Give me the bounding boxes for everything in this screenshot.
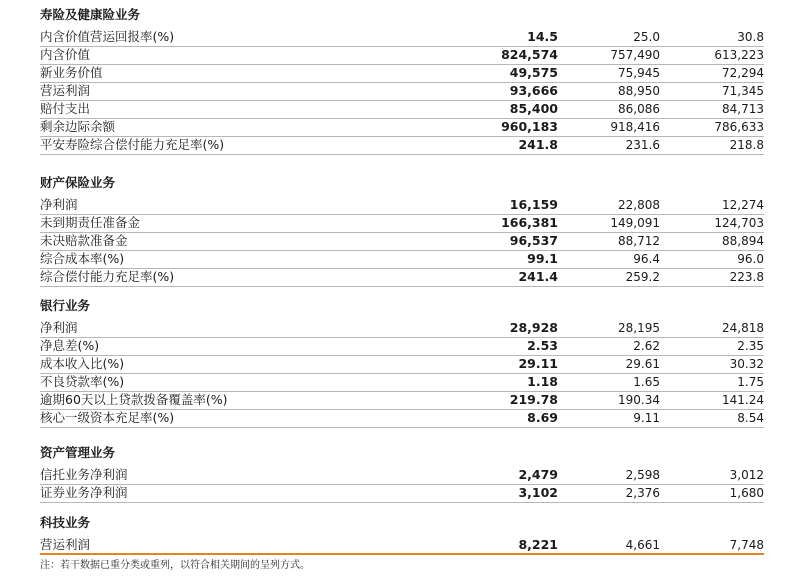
row-label: 净利润: [40, 320, 78, 335]
table-row: [40, 268, 764, 286]
value-current: 1.18: [527, 374, 558, 389]
value-current: 28,928: [509, 320, 558, 335]
row-label: 平安寿险综合偿付能力充足率(%): [40, 137, 225, 152]
value-current: 241.8: [518, 137, 558, 152]
value-prior: 22,808: [618, 198, 660, 212]
row-label: 营运利润: [40, 537, 91, 552]
value-prior-2: 3,012: [729, 468, 764, 482]
value-prior-2: 84,713: [722, 102, 764, 116]
row-label: 营运利润: [40, 83, 91, 98]
value-current: 14.5: [527, 29, 558, 44]
value-prior: 4,661: [625, 538, 660, 552]
value-prior: 231.6: [625, 138, 660, 152]
value-prior: 86,086: [618, 102, 660, 116]
section-title: 银行业务: [40, 298, 91, 313]
value-current: 166,381: [501, 215, 558, 230]
value-prior: 2,376: [625, 486, 660, 500]
table-row: [40, 409, 764, 427]
row-label: 成本收入比(%): [40, 356, 125, 371]
row-divider: [40, 286, 764, 287]
value-prior: 2,598: [625, 468, 660, 482]
value-prior-2: 24,818: [722, 321, 764, 335]
table-bottom-rule: [40, 553, 764, 555]
value-prior-2: 786,633: [714, 120, 764, 134]
value-prior: 757,490: [610, 48, 660, 62]
value-prior: 88,712: [618, 234, 660, 248]
value-prior-2: 2.35: [737, 339, 764, 353]
row-label: 核心一级资本充足率(%): [40, 410, 175, 425]
value-prior-2: 124,703: [714, 216, 764, 230]
row-label: 逾期60天以上贷款拨备覆盖率(%): [40, 392, 228, 407]
row-label: 信托业务净利润: [40, 467, 128, 482]
row-label: 净利润: [40, 197, 78, 212]
value-prior: 88,950: [618, 84, 660, 98]
value-current: 29.11: [518, 356, 558, 371]
table-row: [40, 232, 764, 250]
value-current: 49,575: [509, 65, 558, 80]
value-prior: 259.2: [625, 270, 660, 284]
value-current: 8,221: [518, 537, 558, 552]
table-row: [40, 337, 764, 355]
value-current: 99.1: [527, 251, 558, 266]
row-label: 剩余边际余额: [40, 119, 116, 134]
value-prior: 25.0: [633, 30, 660, 44]
row-label: 新业务价值: [40, 65, 103, 80]
section-title: 财产保险业务: [40, 175, 116, 190]
row-label: 证券业务净利润: [40, 485, 128, 500]
row-label: 净息差(%): [40, 338, 100, 353]
value-prior-2: 8.54: [737, 411, 764, 425]
value-prior: 75,945: [618, 66, 660, 80]
table-row: [40, 214, 764, 232]
row-divider: [40, 427, 764, 428]
row-label: 综合偿付能力充足率(%): [40, 269, 175, 284]
value-prior: 1.65: [633, 375, 660, 389]
row-divider: [40, 154, 764, 155]
value-prior: 149,091: [610, 216, 660, 230]
value-prior-2: 613,223: [714, 48, 764, 62]
table-row: [40, 536, 764, 554]
table-row: [40, 250, 764, 268]
table-row: [40, 466, 764, 484]
section-title: 资产管理业务: [40, 445, 116, 460]
value-prior-2: 71,345: [722, 84, 764, 98]
value-prior-2: 96.0: [737, 252, 764, 266]
value-prior: 28,195: [618, 321, 660, 335]
value-prior-2: 72,294: [722, 66, 764, 80]
row-label: 赔付支出: [40, 101, 91, 116]
row-label: 内含价值营运回报率(%): [40, 29, 175, 44]
table-row: [40, 118, 764, 136]
section-title: 科技业务: [40, 515, 91, 530]
table-row: [40, 46, 764, 64]
value-current: 93,666: [509, 83, 558, 98]
value-prior-2: 12,274: [722, 198, 764, 212]
value-current: 960,183: [501, 119, 558, 134]
value-prior-2: 141.24: [722, 393, 764, 407]
value-prior: 190.34: [618, 393, 660, 407]
footnote: 注：若干数据已重分类或重列，以符合相关期间的呈列方式。: [40, 560, 310, 571]
table-row: [40, 319, 764, 337]
value-current: 2.53: [527, 338, 558, 353]
value-prior-2: 1,680: [729, 486, 764, 500]
row-divider: [40, 502, 764, 503]
section-title: 寿险及健康险业务: [40, 7, 141, 22]
value-prior-2: 223.8: [729, 270, 764, 284]
table-row: [40, 355, 764, 373]
value-current: 241.4: [518, 269, 558, 284]
value-current: 96,537: [509, 233, 558, 248]
value-current: 16,159: [509, 197, 558, 212]
value-prior: 96.4: [633, 252, 660, 266]
value-current: 219.78: [509, 392, 558, 407]
value-prior-2: 218.8: [729, 138, 764, 152]
table-row: [40, 391, 764, 409]
table-row: [40, 100, 764, 118]
value-prior: 29.61: [625, 357, 660, 371]
value-prior-2: 30.8: [737, 30, 764, 44]
table-row: [40, 82, 764, 100]
table-row: [40, 196, 764, 214]
row-label: 不良贷款率(%): [40, 374, 125, 389]
value-current: 85,400: [509, 101, 558, 116]
row-label: 未到期责任准备金: [40, 215, 141, 230]
row-label: 未决赔款准备金: [40, 233, 128, 248]
value-prior: 918,416: [610, 120, 660, 134]
value-prior-2: 30.32: [729, 357, 764, 371]
value-current: 2,479: [518, 467, 558, 482]
table-row: [40, 373, 764, 391]
value-prior-2: 88,894: [722, 234, 764, 248]
value-prior-2: 1.75: [737, 375, 764, 389]
row-label: 综合成本率(%): [40, 251, 125, 266]
value-current: 3,102: [518, 485, 558, 500]
table-row: [40, 484, 764, 502]
value-current: 824,574: [501, 47, 558, 62]
table-row: [40, 28, 764, 46]
table-row: [40, 136, 764, 154]
row-label: 内含价值: [40, 47, 91, 62]
value-prior-2: 7,748: [729, 538, 764, 552]
value-current: 8.69: [527, 410, 558, 425]
table-row: [40, 64, 764, 82]
value-prior: 9.11: [633, 411, 660, 425]
value-prior: 2.62: [633, 339, 660, 353]
